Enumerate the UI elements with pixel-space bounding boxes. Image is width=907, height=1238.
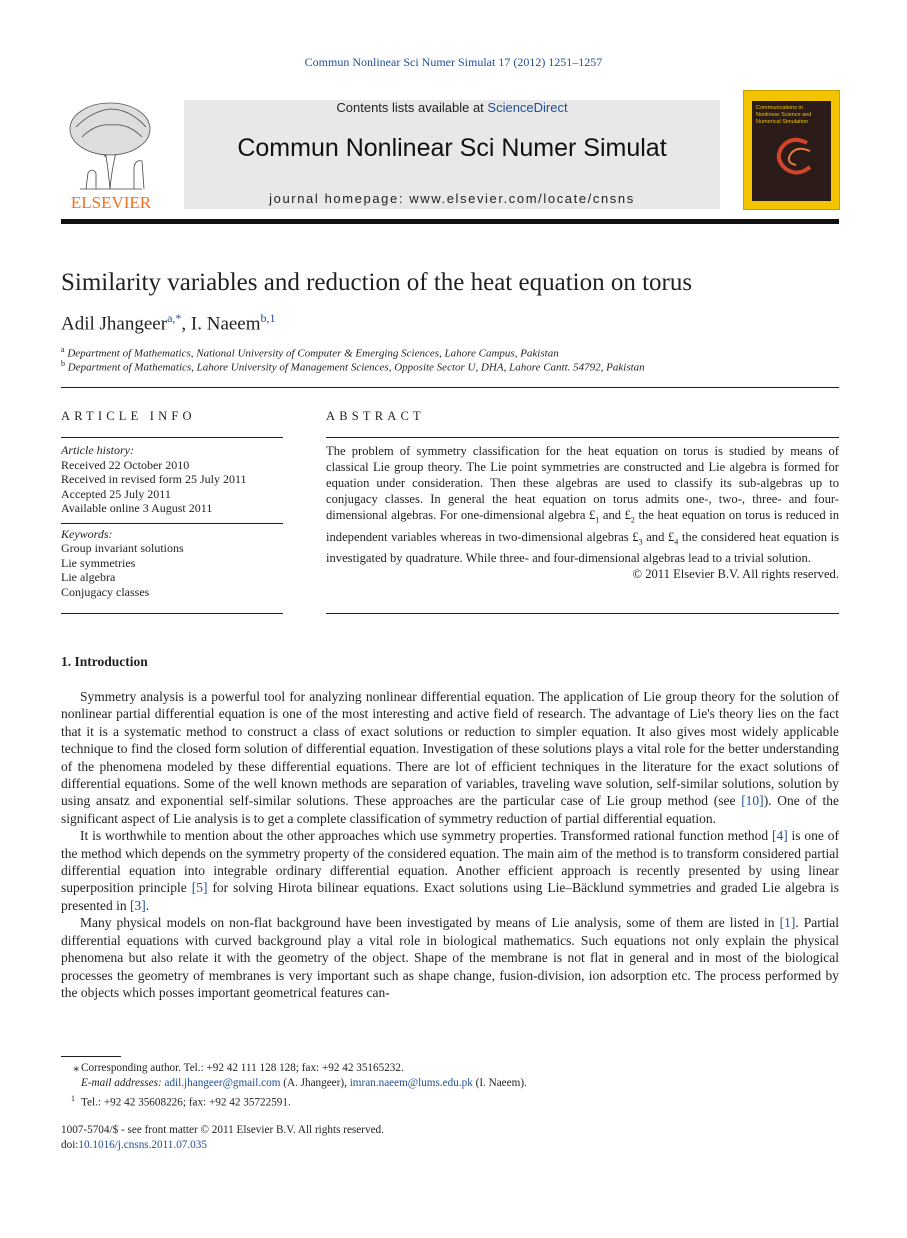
- keyword-item: Lie algebra: [61, 570, 116, 584]
- cover-artwork: [752, 101, 831, 201]
- abstract-text: [326, 443, 839, 582]
- footnote-corresponding: [61, 1061, 839, 1076]
- header-rule: [61, 219, 839, 224]
- abstract-part: The problem of symmetry classification for the heat equation on torus is studied by means of classical Lie group theory. The Lie point symmetries are constructed and Lie algebra is formed for equation under consideration. Then these algebras are used to classify its sub-algebras up to conjugacy classes. In general the heat equation on torus admits one-, two-, three- and four-dimensional algebras. For one-dimensional algebra: [326, 444, 839, 522]
- algebra-symbol: £: [589, 508, 596, 522]
- paragraph-text: It is worthwhile to mention about the other approaches which use symmetry properties. Transformed rational function method: [80, 828, 772, 844]
- email-link[interactable]: adil.jhangeer@gmail.com: [164, 1077, 281, 1089]
- author-list: [61, 311, 276, 335]
- email-owner: (A. Jhangeer),: [280, 1077, 350, 1089]
- homepage-url-link[interactable]: www.elsevier.com/locate/cnsns: [409, 191, 635, 206]
- issn-block: [61, 1123, 384, 1153]
- abstract-part: the considered heat equation is investigated by quadrature. While three- and four-dimensional algebras lead to a trivial solution.: [326, 529, 839, 566]
- footnote-one: [61, 1091, 839, 1111]
- paragraph-text: is one of the method which depends on the symmetry property of the considered equation. The main aim of the method is to transform considered partial differential equation into integrable ordinary differential equation. Another efficient approach is recently presented by using linear superposition principle: [61, 828, 839, 896]
- algebra-subscript: 3: [638, 537, 643, 547]
- journal-title: Commun Nonlinear Sci Numer Simulat: [237, 134, 667, 162]
- keywords-label: Keywords:: [61, 526, 113, 541]
- email-label: E-mail addresses:: [81, 1077, 162, 1089]
- citation-link[interactable]: [3]: [129, 897, 146, 913]
- paragraph-text: .: [145, 897, 150, 913]
- history-label: Article history:: [61, 443, 134, 457]
- contents-prefix: Contents lists available at: [336, 100, 488, 115]
- keywords-rule: [61, 523, 283, 524]
- abstract-part: the heat equation on torus is reduced in independent variables whereas in two-dimensional algebras: [326, 508, 840, 544]
- elsevier-wordmark: ELSEVIER: [70, 193, 152, 211]
- footnote-text: Tel.: +92 42 35608226; fax: +92 42 35722591.: [81, 1096, 291, 1109]
- paragraph-text: ). One of the significant aspect of Lie analysis is to get a complete classification of symmetry reduction of partial differential equation.: [61, 793, 839, 826]
- homepage-label: journal homepage:: [269, 191, 410, 206]
- algebra-subscript: 1: [595, 515, 600, 525]
- email-link[interactable]: imran.naeem@lums.edu.pk: [349, 1077, 473, 1089]
- issn-line: 1007-5704/$ - see front matter © 2011 Elsevier B.V. All rights reserved.: [61, 1124, 384, 1136]
- cover-title-text: Communications in Nonlinear Science and Numerical Simulation: [756, 105, 812, 125]
- keyword-item: Group invariant solutions: [61, 541, 184, 555]
- abstract-bottom-rule: [326, 613, 839, 614]
- article-info-block: [61, 443, 283, 599]
- author-affiliation-marks[interactable]: a,*: [167, 311, 182, 325]
- elsevier-tree-icon: [62, 97, 160, 211]
- affiliation-b: [61, 359, 645, 374]
- keyword-item: Conjugacy classes: [61, 584, 150, 599]
- keyword-item: Lie symmetries: [61, 555, 136, 570]
- affiliation-mark: a: [61, 345, 65, 354]
- journal-citation[interactable]: Commun Nonlinear Sci Numer Simulat 17 (2012) 1251–1257: [304, 55, 603, 69]
- paragraph-text: Symmetry analysis is a powerful tool for analyzing nonlinear differential equation. The application of Lie group theory for the solution of nonlinear partial differential equation is one of the most interesting and active field of research. The advantage of Lie's theory lies on the fact that it is a systematic method to construct a class of exact solutions or reduction to simpler equation. It also gives most widely applicable technique to find the closed form solution of differential equation. Investigation of these solutions plays a vital role for the better understanding of the phenomena modeled by these differential equations. There are lot of efficient techniques in the literature for the exact solutions of differential equations. Some of the well known methods are separation of variables, traveling wave solution, self-similar solutions, solution by using ansatz and exponential self-similar solutions. These approaches are the particular case of Lie group method (see: [61, 689, 839, 809]
- author-separator: ,: [181, 313, 191, 335]
- author-name: Adil Jhangeer: [61, 313, 168, 335]
- copyright-line: © 2011 Elsevier B.V. All rights reserved.: [632, 567, 839, 582]
- citation-link[interactable]: [1]: [779, 915, 796, 931]
- affiliation-mark: b: [61, 359, 65, 368]
- citation-link[interactable]: [4]: [771, 828, 788, 844]
- algebra-symbol: £: [668, 529, 675, 544]
- algebra-symbol: £: [624, 508, 631, 522]
- paper-title: Similarity variables and reduction of the heat equation on torus: [61, 269, 693, 296]
- history-item: Accepted 25 July 2011: [61, 486, 171, 501]
- article-info-bottom-rule: [61, 613, 283, 614]
- cover-swirl-icon: [752, 101, 831, 201]
- author-affiliation-marks[interactable]: b,1: [260, 311, 276, 325]
- paragraph: [61, 688, 839, 827]
- article-info-heading: ARTICLE INFO: [61, 409, 196, 423]
- footnote-rule: [61, 1056, 121, 1057]
- journal-header-box: [184, 100, 720, 209]
- history-item: Received in revised form 25 July 2011: [61, 472, 247, 486]
- email-owner: (I. Naeem).: [472, 1077, 527, 1089]
- algebra-subscript: 4: [674, 537, 679, 547]
- contents-line: [184, 100, 720, 115]
- abstract-rule: [326, 437, 839, 438]
- affiliation-text: Department of Mathematics, Lahore University of Management Sciences, Opposite Sector U, DHA, Lahore Cantt. 54792, Pakistan: [67, 361, 645, 374]
- introduction-body: [61, 688, 839, 1001]
- abstract-part: and: [642, 529, 668, 544]
- author-name: I. Naeem: [190, 313, 261, 335]
- affiliation-a: [61, 345, 559, 360]
- citation-link[interactable]: [5]: [191, 880, 208, 896]
- homepage-line: [184, 191, 720, 206]
- history-item: Available online 3 August 2011: [61, 501, 213, 515]
- algebra-subscript: 2: [630, 515, 635, 525]
- footnotes: [61, 1061, 839, 1111]
- doi-link[interactable]: 10.1016/j.cnsns.2011.07.035: [78, 1139, 207, 1151]
- history-item: Received 22 October 2010: [61, 457, 190, 472]
- affiliation-text: Department of Mathematics, National University of Computer & Emerging Sciences, Lahore Campus, Pakistan: [67, 347, 559, 360]
- journal-cover-image: [743, 90, 840, 210]
- paragraph-text: for solving Hirota bilinear equations. Exact solutions using Lie–Bäcklund symmetries and graded Lie algebra is presented in: [61, 880, 839, 913]
- footnote-emails: [61, 1076, 839, 1091]
- footnote-text: Corresponding author. Tel.: +92 42 111 128 128; fax: +92 42 35165232.: [81, 1062, 404, 1074]
- doi-label: doi:: [61, 1139, 79, 1151]
- doi-line: [61, 1138, 384, 1153]
- paragraph-text: . Partial differential equations with curved background play a vital role in biological mathematics. Such equations not only explain the physical phenomena but also relate it with the geometry of the object. Shape of the membrane is not flat in general and in most of the biological processes the geometry of membranes is very important such as shape change, fusion-division, ion adsorption etc. The process performed by the objects which posses important geometrical features can-: [61, 915, 839, 1000]
- introduction-heading: 1. Introduction: [61, 654, 148, 669]
- algebra-symbol: £: [632, 529, 639, 544]
- section-divider: [61, 387, 839, 388]
- footnote-mark: ⁎: [73, 1062, 79, 1074]
- paragraph-text: Many physical models on non-flat background have been investigated by means of Lie analysis, some of them are listed in: [80, 915, 780, 931]
- elsevier-logo: [62, 97, 160, 211]
- paragraph: [61, 827, 839, 914]
- abstract-heading: ABSTRACT: [326, 409, 425, 423]
- paragraph: [61, 914, 839, 1001]
- abstract-part: and: [599, 508, 625, 522]
- footnote-mark: 1: [71, 1094, 75, 1103]
- citation-link[interactable]: [10]: [741, 793, 764, 809]
- article-info-rule: [61, 437, 283, 438]
- sciencedirect-link[interactable]: ScienceDirect: [487, 100, 568, 115]
